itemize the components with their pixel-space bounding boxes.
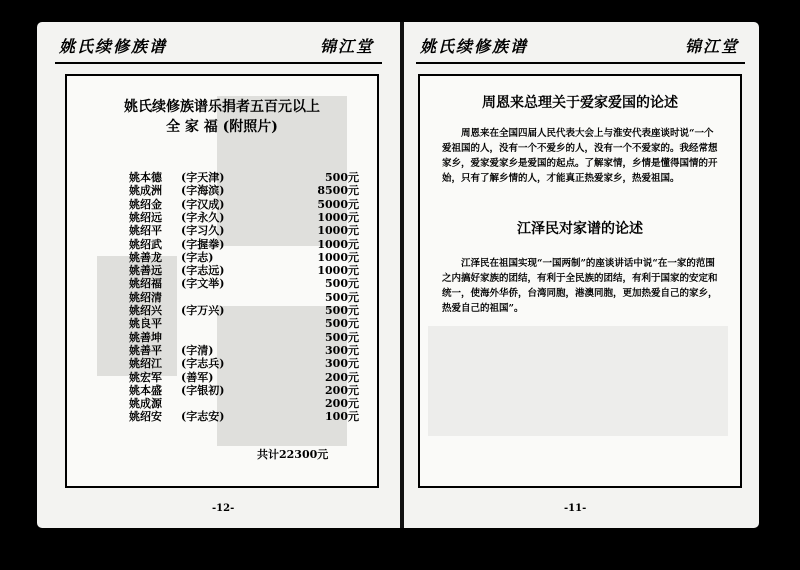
donor-name: 姚绍平	[129, 224, 162, 238]
donor-amount: 1000元	[317, 224, 359, 238]
donor-name: 姚绍武	[129, 237, 162, 251]
donor-name: 姚绍江	[129, 357, 162, 371]
donor-name: 姚成洲	[129, 184, 162, 198]
donor-alias: (字永久)	[181, 210, 225, 224]
donor-amount: 500元	[325, 277, 359, 291]
donor-name: 姚宏军	[129, 370, 162, 384]
donor-amount: 500元	[325, 290, 359, 304]
donor-alias: (善军)	[181, 370, 214, 384]
donor-alias: (字志)	[181, 250, 214, 264]
donor-name: 姚良平	[129, 317, 162, 331]
donor-amount: 200元	[325, 370, 359, 384]
donor-amount: 1000元	[317, 237, 359, 251]
donor-name: 姚善坤	[129, 330, 162, 344]
donor-name: 姚绍清	[129, 290, 162, 304]
donor-amount: 200元	[325, 397, 359, 411]
donor-list-box	[65, 74, 379, 488]
right-header-hall: 锦江堂	[684, 37, 739, 56]
donor-alias: (字志远)	[181, 264, 225, 278]
donor-alias: (字志安)	[181, 410, 225, 424]
donor-title: 姚氏续修族谱乐捐者五百元以上	[124, 99, 320, 115]
donor-alias: (字清)	[181, 343, 214, 357]
donor-amount: 500元	[325, 317, 359, 331]
donor-amount: 500元	[325, 304, 359, 317]
donor-amount: 300元	[325, 343, 359, 357]
donor-amount: 200元	[325, 383, 359, 397]
donor-name: 姚善远	[129, 264, 162, 278]
donor-name: 姚善龙	[129, 250, 162, 264]
left-page	[37, 22, 400, 528]
donor-amount: 1000元	[317, 250, 359, 264]
donor-alias: (字万兴)	[181, 304, 225, 317]
donor-name: 姚绍福	[129, 277, 162, 291]
donor-alias: (字文举)	[181, 277, 225, 291]
left-header-rule	[55, 62, 382, 64]
left-header-hall: 锦江堂	[319, 37, 374, 56]
donor-amount: 100元	[325, 410, 359, 424]
donor-name: 姚善平	[129, 343, 162, 357]
donor-name: 姚绍安	[129, 410, 162, 424]
donor-amount: 8500元	[317, 184, 359, 198]
jiang-paragraph: 江泽民在祖国实现“一国两制”的座谈讲话中说“在一家的范围之内搞好家族的团结，有利于全民族的团结，有利于国家的安定和统一，使海外华侨，台湾同胞，港澳同胞，更加热爱自己的家乡，热爱自己的祖国”。	[442, 258, 718, 314]
donor-amount: 500元	[325, 171, 359, 184]
donor-amount: 1000元	[317, 210, 359, 224]
donor-amount: 5000元	[317, 197, 359, 211]
donor-amount: 1000元	[317, 264, 359, 278]
donor-alias: (字习久)	[181, 224, 225, 238]
donor-amount: 300元	[325, 357, 359, 371]
donor-alias: (字银初)	[181, 383, 225, 397]
donor-name: 姚本德	[129, 171, 162, 184]
quotes-box	[418, 74, 742, 488]
donor-amount: 500元	[325, 330, 359, 344]
donor-alias: (字握拳)	[181, 237, 225, 251]
bleed-through-text-area	[428, 326, 728, 436]
donor-alias: (字天津)	[181, 171, 225, 184]
zhou-paragraph: 周恩来在全国四届人民代表大会上与淮安代表座谈时说“一个爱祖国的人，没有一个不爱乡的人，没有一个不爱家的。我经常想家乡，爱家爱家乡是爱国的起点。了解家情，乡情是懂得国情的开始，只有了解乡情的人，才能真正热爱家乡，热爱祖国。	[442, 128, 718, 184]
jiang-title: 江泽民对家谱的论述	[517, 221, 643, 237]
donor-alias: (字海滨)	[181, 184, 225, 198]
right-page-number: -11-	[564, 503, 587, 514]
right-page	[404, 22, 759, 528]
donor-name: 姚绍金	[129, 197, 162, 211]
donor-total: 共计22300元	[257, 448, 329, 461]
right-header-rule	[416, 62, 745, 64]
left-page-number: -12-	[212, 503, 235, 514]
left-header-title: 姚氏续修族谱	[59, 37, 168, 56]
zhou-title: 周恩来总理关于爱家爱国的论述	[482, 95, 678, 111]
donor-name: 姚绍远	[129, 210, 162, 224]
donor-alias: (字汉成)	[181, 197, 225, 211]
right-header-title: 姚氏续修族谱	[420, 37, 529, 56]
donor-alias: (字志兵)	[181, 357, 225, 371]
donor-name: 姚绍兴	[129, 304, 162, 317]
donor-name: 姚成源	[129, 397, 162, 411]
donor-subtitle: 全 家 福 (附照片)	[166, 119, 278, 135]
donor-name: 姚本盛	[129, 383, 162, 397]
